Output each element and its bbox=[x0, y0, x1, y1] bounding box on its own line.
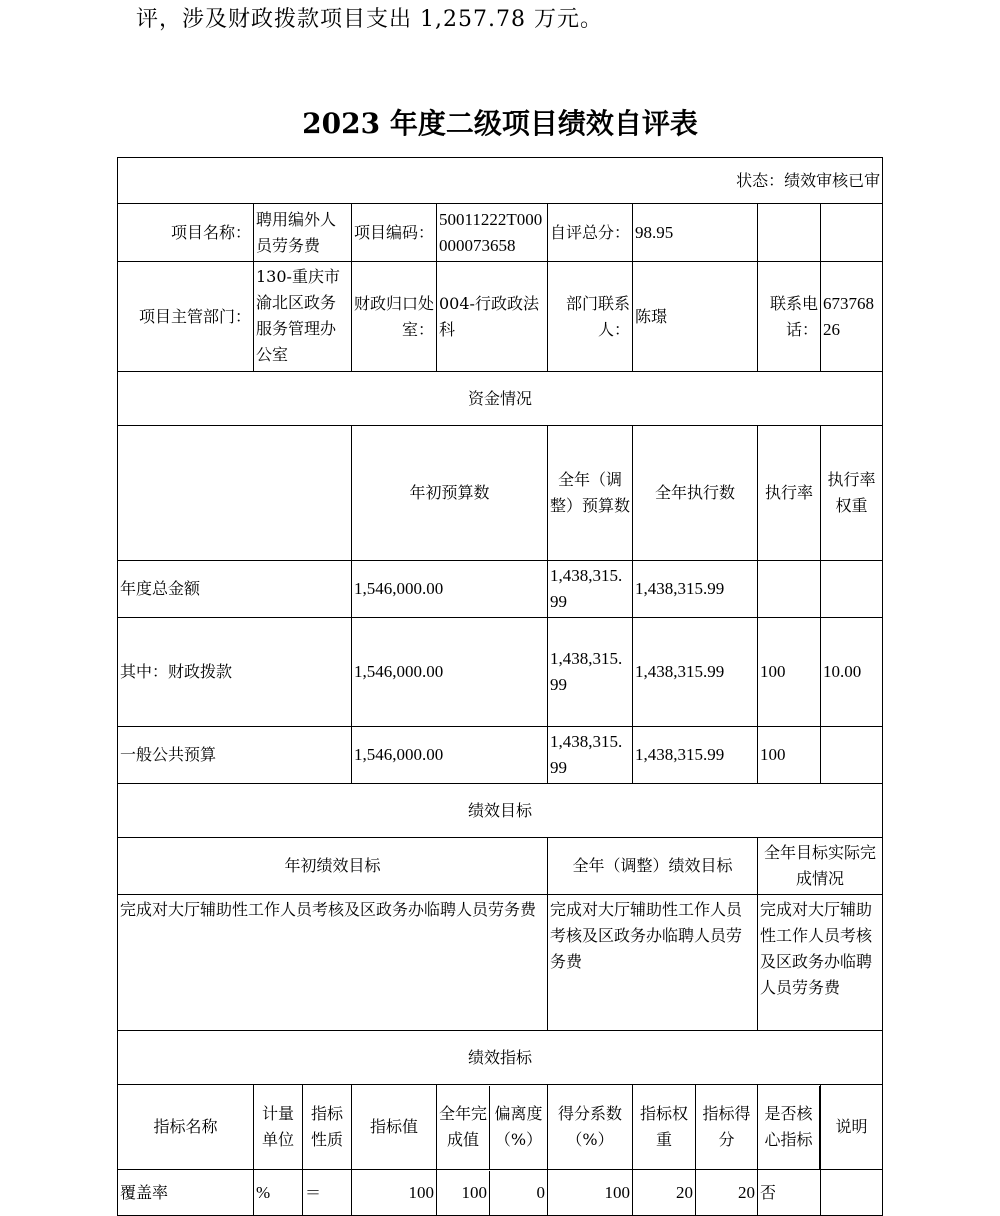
self-score-label: 自评总分： bbox=[548, 204, 633, 262]
ind-header-actual: 全年完成值 bbox=[437, 1086, 490, 1169]
ind-header-subgroup bbox=[758, 1086, 820, 1169]
ind-header-core: 是否核心指标 bbox=[758, 1086, 820, 1169]
funds-header-rate: 执行率 bbox=[758, 426, 821, 561]
ind-row-actual: 100 bbox=[437, 1171, 490, 1215]
funds-row-rate: 100 bbox=[758, 727, 821, 784]
dept-label: 项目主管部门： bbox=[118, 262, 254, 372]
empty-cell bbox=[758, 204, 821, 262]
goals-header-initial: 年初绩效目标 bbox=[118, 838, 548, 895]
project-name-value: 聘用编外人员劳务费 bbox=[254, 204, 352, 262]
funds-header-weight: 执行率权重 bbox=[821, 426, 883, 561]
funds-row-name: 其中：财政拨款 bbox=[118, 618, 352, 727]
goal-adjusted-text: 完成对大厅辅助性工作人员考核及区政务办临聘人员劳务费 bbox=[548, 895, 758, 1031]
finance-office-value: 004-行政政法科 bbox=[437, 262, 548, 372]
funds-row-weight: 10.00 bbox=[821, 618, 883, 727]
ind-row-unit: % bbox=[254, 1170, 303, 1216]
funds-row-weight bbox=[821, 727, 883, 784]
table-row bbox=[118, 1170, 883, 1216]
ind-header-weight: 指标权重 bbox=[633, 1085, 696, 1170]
project-name-label: 项目名称： bbox=[118, 204, 254, 262]
goals-section-title: 绩效目标 bbox=[118, 784, 883, 838]
ind-row-target: 100 bbox=[352, 1170, 437, 1216]
funds-row-initial: 1,546,000.00 bbox=[352, 618, 548, 727]
funds-row-weight bbox=[821, 561, 883, 618]
evaluation-table bbox=[117, 157, 883, 1216]
funds-header-executed: 全年执行数 bbox=[633, 426, 758, 561]
ind-row-subgroup bbox=[437, 1171, 547, 1215]
status-cell: 状态：绩效审核已审 bbox=[118, 158, 883, 204]
ind-header-unit: 计量单位 bbox=[254, 1085, 303, 1170]
goal-actual-text: 完成对大厅辅助性工作人员考核及区政务办临聘人员劳务费 bbox=[758, 895, 883, 1031]
dept-value: 130-重庆市渝北区政务服务管理办公室 bbox=[254, 262, 352, 372]
indicators-section-title: 绩效指标 bbox=[118, 1031, 883, 1085]
funds-row-executed: 1,438,315.99 bbox=[633, 618, 758, 727]
table-row bbox=[118, 618, 883, 727]
funds-header-blank bbox=[118, 426, 352, 561]
funds-row-executed: 1,438,315.99 bbox=[633, 727, 758, 784]
funds-header-adjusted: 全年（调整）预算数 bbox=[548, 426, 633, 561]
funds-row-name: 年度总金额 bbox=[118, 561, 352, 618]
ind-row-weight: 20 bbox=[633, 1170, 696, 1216]
ind-row-coef: 100 bbox=[548, 1170, 633, 1216]
goals-header-actual: 全年目标实际完成情况 bbox=[758, 838, 883, 895]
phone-label: 联系电话： bbox=[758, 262, 821, 372]
funds-row-adjusted: 1,438,315.99 bbox=[548, 727, 633, 784]
table-row bbox=[118, 561, 883, 618]
funds-row-rate bbox=[758, 561, 821, 618]
funds-header-initial: 年初预算数 bbox=[352, 426, 548, 561]
ind-header-deviation: 偏离度（%） bbox=[494, 1104, 543, 1149]
ind-header-score: 指标得分 bbox=[696, 1085, 758, 1170]
finance-office-label: 财政归口处室： bbox=[352, 262, 437, 372]
funds-row-executed: 1,438,315.99 bbox=[633, 561, 758, 618]
goals-header-adjusted: 全年（调整）绩效目标 bbox=[548, 838, 758, 895]
self-score-value: 98.95 bbox=[633, 204, 758, 262]
ind-header-target: 指标值 bbox=[352, 1085, 437, 1170]
table-row bbox=[118, 727, 883, 784]
ind-header-nature: 指标性质 bbox=[303, 1085, 352, 1170]
empty-cell bbox=[821, 204, 883, 262]
funds-row-adjusted: 1,438,315.99 bbox=[548, 618, 633, 727]
funds-row-name: 一般公共预算 bbox=[118, 727, 352, 784]
funds-row-initial: 1,546,000.00 bbox=[352, 561, 548, 618]
intro-text: 评，涉及财政拨款项目支出 1,257.78 万元。 bbox=[136, 7, 603, 32]
contact-label: 部门联系人： bbox=[548, 262, 633, 372]
project-code-value: 50011222T000000073658 bbox=[437, 204, 548, 262]
ind-header-note: 说明 bbox=[821, 1085, 883, 1170]
ind-row-core: 否 bbox=[758, 1170, 821, 1216]
ind-row-note bbox=[821, 1170, 883, 1216]
funds-row-adjusted: 1,438,315.99 bbox=[548, 561, 633, 618]
ind-row-deviation: 0 bbox=[536, 1182, 545, 1202]
funds-section-title: 资金情况 bbox=[118, 372, 883, 426]
ind-header-subgroup bbox=[437, 1086, 547, 1169]
funds-row-rate: 100 bbox=[758, 618, 821, 727]
funds-row-initial: 1,546,000.00 bbox=[352, 727, 548, 784]
ind-header-coef: 得分系数（%） bbox=[548, 1085, 633, 1170]
page-title: 2023 年度二级项目绩效自评表 bbox=[302, 107, 698, 140]
ind-row-name: 覆盖率 bbox=[118, 1170, 254, 1216]
project-code-label: 项目编码： bbox=[352, 204, 437, 262]
ind-header-name: 指标名称 bbox=[118, 1085, 254, 1170]
ind-row-score: 20 bbox=[696, 1170, 758, 1216]
phone-value: 67376826 bbox=[821, 262, 883, 372]
goal-initial-text: 完成对大厅辅助性工作人员考核及区政务办临聘人员劳务费 bbox=[118, 895, 548, 1031]
ind-row-nature: ＝ bbox=[303, 1170, 352, 1216]
contact-value: 陈璟 bbox=[633, 262, 758, 372]
